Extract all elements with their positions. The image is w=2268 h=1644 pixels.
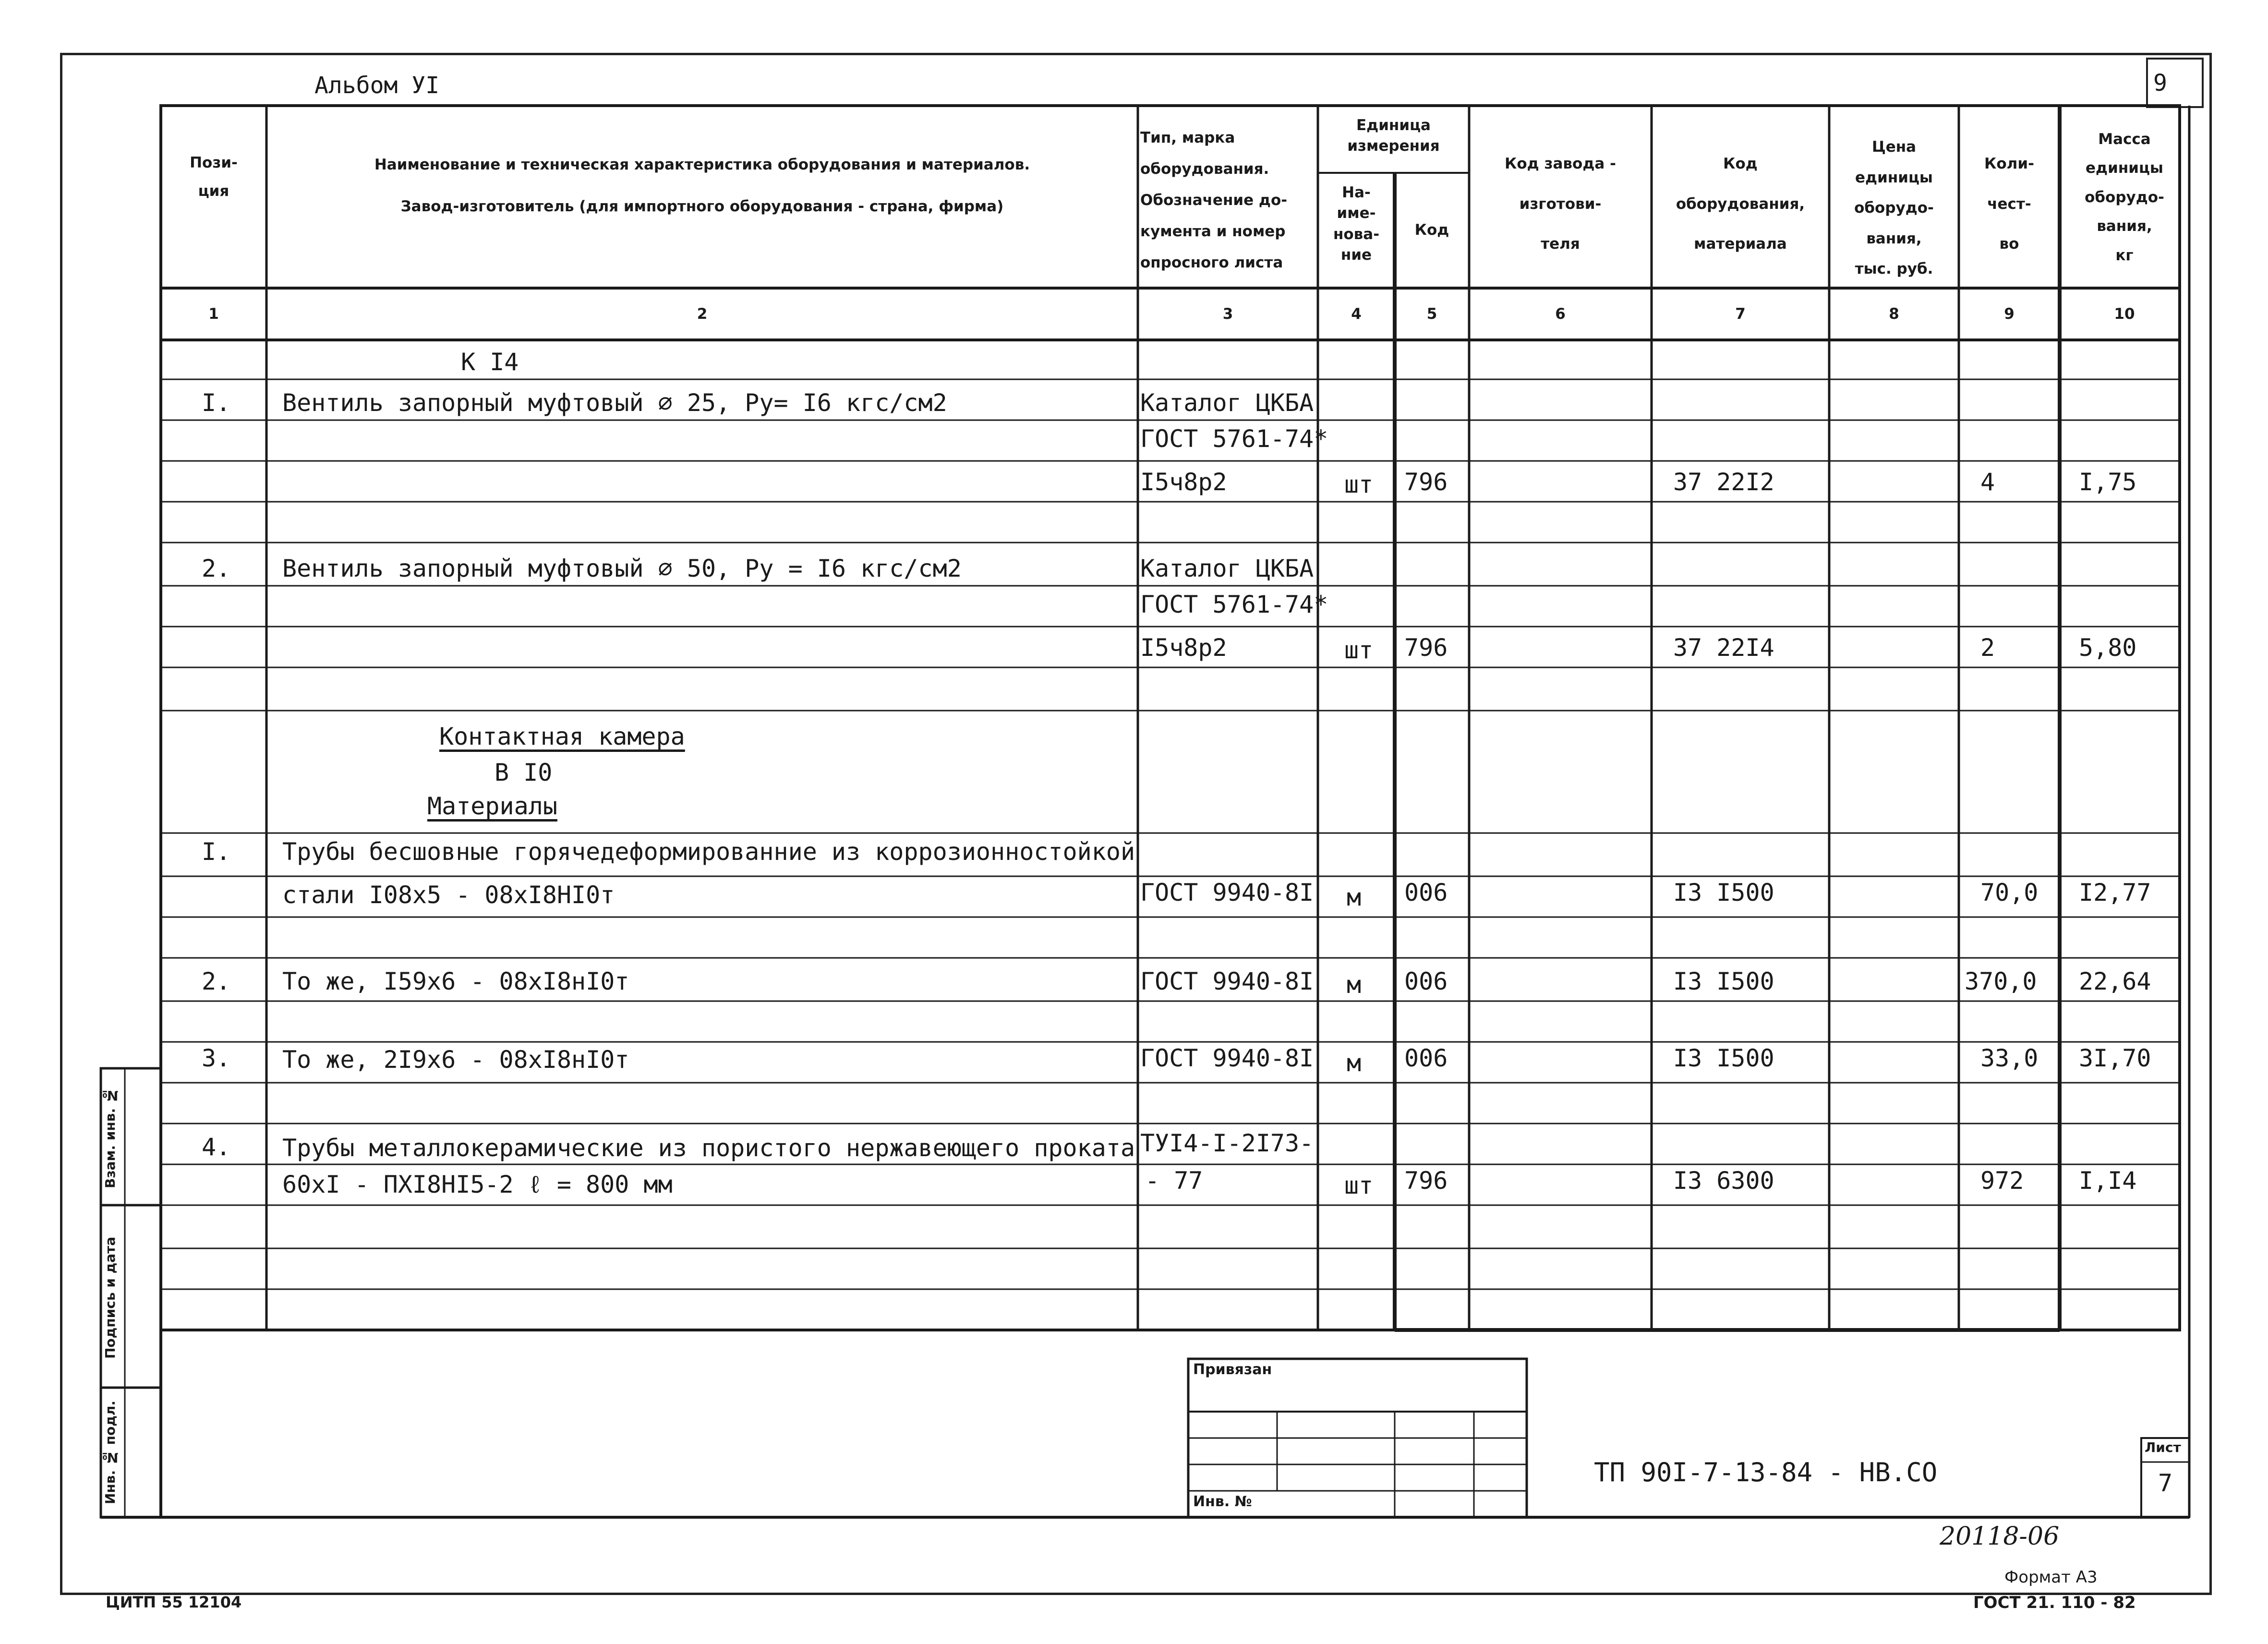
unit-code: 006 xyxy=(1404,879,1448,907)
col-num-2: 2 xyxy=(697,305,708,323)
position-number: 2. xyxy=(202,555,231,582)
col-num-1: 1 xyxy=(208,305,219,323)
item-name: Вентиль запорный муфтовый ∅ 25, Pу= I6 кгс/см2 xyxy=(282,389,947,417)
unit-code: 006 xyxy=(1404,967,1448,995)
unit-name: шт xyxy=(1344,636,1374,664)
col-num-10: 10 xyxy=(2114,305,2135,323)
col-num-9: 9 xyxy=(2004,305,2015,323)
position-number: I. xyxy=(202,389,231,417)
album-title: Альбом УI xyxy=(314,72,440,99)
col-header-8: Цена единицы оборудо- вания, тыс. руб. xyxy=(1854,138,1934,278)
unit-name: м xyxy=(1347,971,1362,999)
citp-label: ЦИТП 55 12104 xyxy=(106,1593,242,1611)
item-name: стали I08х5 - 08хI8НI0т xyxy=(282,881,615,909)
equipment-code: 37 22I2 xyxy=(1673,468,1774,496)
gost-label: ГОСТ 21. 110 - 82 xyxy=(1973,1593,2136,1612)
unit-mass: 3I,70 xyxy=(2079,1044,2151,1072)
col-num-5: 5 xyxy=(1426,305,1437,323)
section-heading: Материалы xyxy=(427,792,557,820)
col-header-1: Пози- ция xyxy=(190,154,238,200)
table-row-heading: К I4 xyxy=(461,348,519,376)
unit-name: шт xyxy=(1344,471,1374,498)
col-header-6: Код завода - изготови- теля xyxy=(1505,155,1616,253)
inv-no-label: Инв. № xyxy=(1193,1493,1252,1510)
unit-mass: 5,80 xyxy=(2079,634,2137,662)
unit-group-title: Единица измерения xyxy=(1347,117,1440,155)
page-corner-number: 9 xyxy=(2153,70,2167,97)
position-number: 3. xyxy=(202,1044,231,1072)
item-type: I5ч8р2 xyxy=(1140,634,1227,662)
quantity: 370,0 xyxy=(1965,967,2037,995)
item-type: Каталог ЦКБА xyxy=(1140,555,1314,582)
item-name: То же, 2I9х6 - 08хI8нI0т xyxy=(282,1046,629,1074)
item-name: Вентиль запорный муфтовый ∅ 50, Pу = I6 кгс/см2 xyxy=(282,555,962,582)
document-code: ТП 90I-7-13-84 - НВ.СО xyxy=(1594,1457,1938,1487)
quantity: 33,0 xyxy=(1980,1044,2039,1072)
unit-code: 796 xyxy=(1404,634,1448,662)
unit-code: 796 xyxy=(1404,1167,1448,1195)
item-name: То же, I59х6 - 08хI8нI0т xyxy=(282,967,629,995)
handwritten-number: 20118-06 xyxy=(1940,1522,2060,1551)
unit-mass: I,I4 xyxy=(2079,1167,2137,1195)
col-num-4: 4 xyxy=(1351,305,1362,323)
section-heading: Контактная камера xyxy=(439,723,685,750)
col-num-8: 8 xyxy=(1889,305,1899,323)
col-header-2: Наименование и техническая характеристика оборудования и материалов. Завод-изготовитель (для импортного оборудования - страна, фирма) xyxy=(374,156,1030,215)
position-number: 4. xyxy=(202,1133,231,1161)
col-header-5: Код xyxy=(1414,221,1449,239)
equipment-code: I3 I500 xyxy=(1673,1044,1774,1072)
section-heading: В I0 xyxy=(495,759,553,786)
item-type: ТУI4-I-2I73- xyxy=(1140,1129,1314,1157)
unit-mass: I2,77 xyxy=(2079,879,2151,907)
quantity: 70,0 xyxy=(1980,879,2039,907)
equipment-code: 37 22I4 xyxy=(1673,634,1774,662)
quantity: 2 xyxy=(1980,634,1995,662)
item-name: Трубы бесшовные горячедеформированние из коррозионностойкой xyxy=(282,838,1135,866)
sheet-number: 7 xyxy=(2158,1469,2173,1497)
col-num-7: 7 xyxy=(1735,305,1746,323)
item-type: I5ч8р2 xyxy=(1140,468,1227,496)
side-label-inv-podl: Инв. № подл. xyxy=(102,1401,118,1504)
col-header-4: На- име- нова- ние xyxy=(1333,184,1380,264)
item-type: - 77 xyxy=(1145,1167,1203,1195)
equipment-code: I3 I500 xyxy=(1673,967,1774,995)
item-name: 60хI - ПХI8НI5-2 ℓ = 800 мм xyxy=(282,1171,673,1198)
unit-mass: I,75 xyxy=(2079,468,2137,496)
item-name: Трубы металлокерамические из пористого нержавеющего проката xyxy=(282,1134,1135,1162)
format-label: Формат А3 xyxy=(2004,1568,2098,1587)
side-label-podpis: Подпись и дата xyxy=(102,1236,118,1359)
equipment-code: I3 I500 xyxy=(1673,879,1774,907)
col-header-10: Масса единицы оборудо- вания, кг xyxy=(2085,131,2164,264)
col-header-3: Тип, марка оборудования. Обозначение до- кумента и номер опросного листа xyxy=(1140,129,1288,272)
side-label-vzam: Взам. инв. № xyxy=(102,1088,118,1188)
item-type: ГОСТ 5761-74* xyxy=(1140,425,1328,453)
col-num-3: 3 xyxy=(1222,305,1233,323)
sheet-label: Лист xyxy=(2145,1439,2181,1455)
item-type: ГОСТ 9940-8I xyxy=(1140,879,1314,907)
item-type: ГОСТ 9940-8I xyxy=(1140,967,1314,995)
unit-code: 796 xyxy=(1404,468,1448,496)
position-number: I. xyxy=(202,838,231,866)
equipment-code: I3 6300 xyxy=(1673,1167,1774,1195)
unit-name: м xyxy=(1347,1049,1362,1077)
quantity: 4 xyxy=(1980,468,1995,496)
privyazan-label: Привязан xyxy=(1193,1361,1272,1378)
unit-name: шт xyxy=(1344,1172,1374,1199)
item-type: ГОСТ 9940-8I xyxy=(1140,1044,1314,1072)
col-num-6: 6 xyxy=(1555,305,1566,323)
quantity: 972 xyxy=(1980,1167,2024,1195)
unit-mass: 22,64 xyxy=(2079,967,2151,995)
unit-name: м xyxy=(1347,883,1362,911)
position-number: 2. xyxy=(202,967,231,995)
unit-code: 006 xyxy=(1404,1044,1448,1072)
item-type: Каталог ЦКБА xyxy=(1140,389,1314,417)
item-type: ГОСТ 5761-74* xyxy=(1140,591,1328,618)
col-header-9: Коли- чест- во xyxy=(1984,155,2034,253)
col-header-7: Код оборудования, материала xyxy=(1676,155,1805,253)
